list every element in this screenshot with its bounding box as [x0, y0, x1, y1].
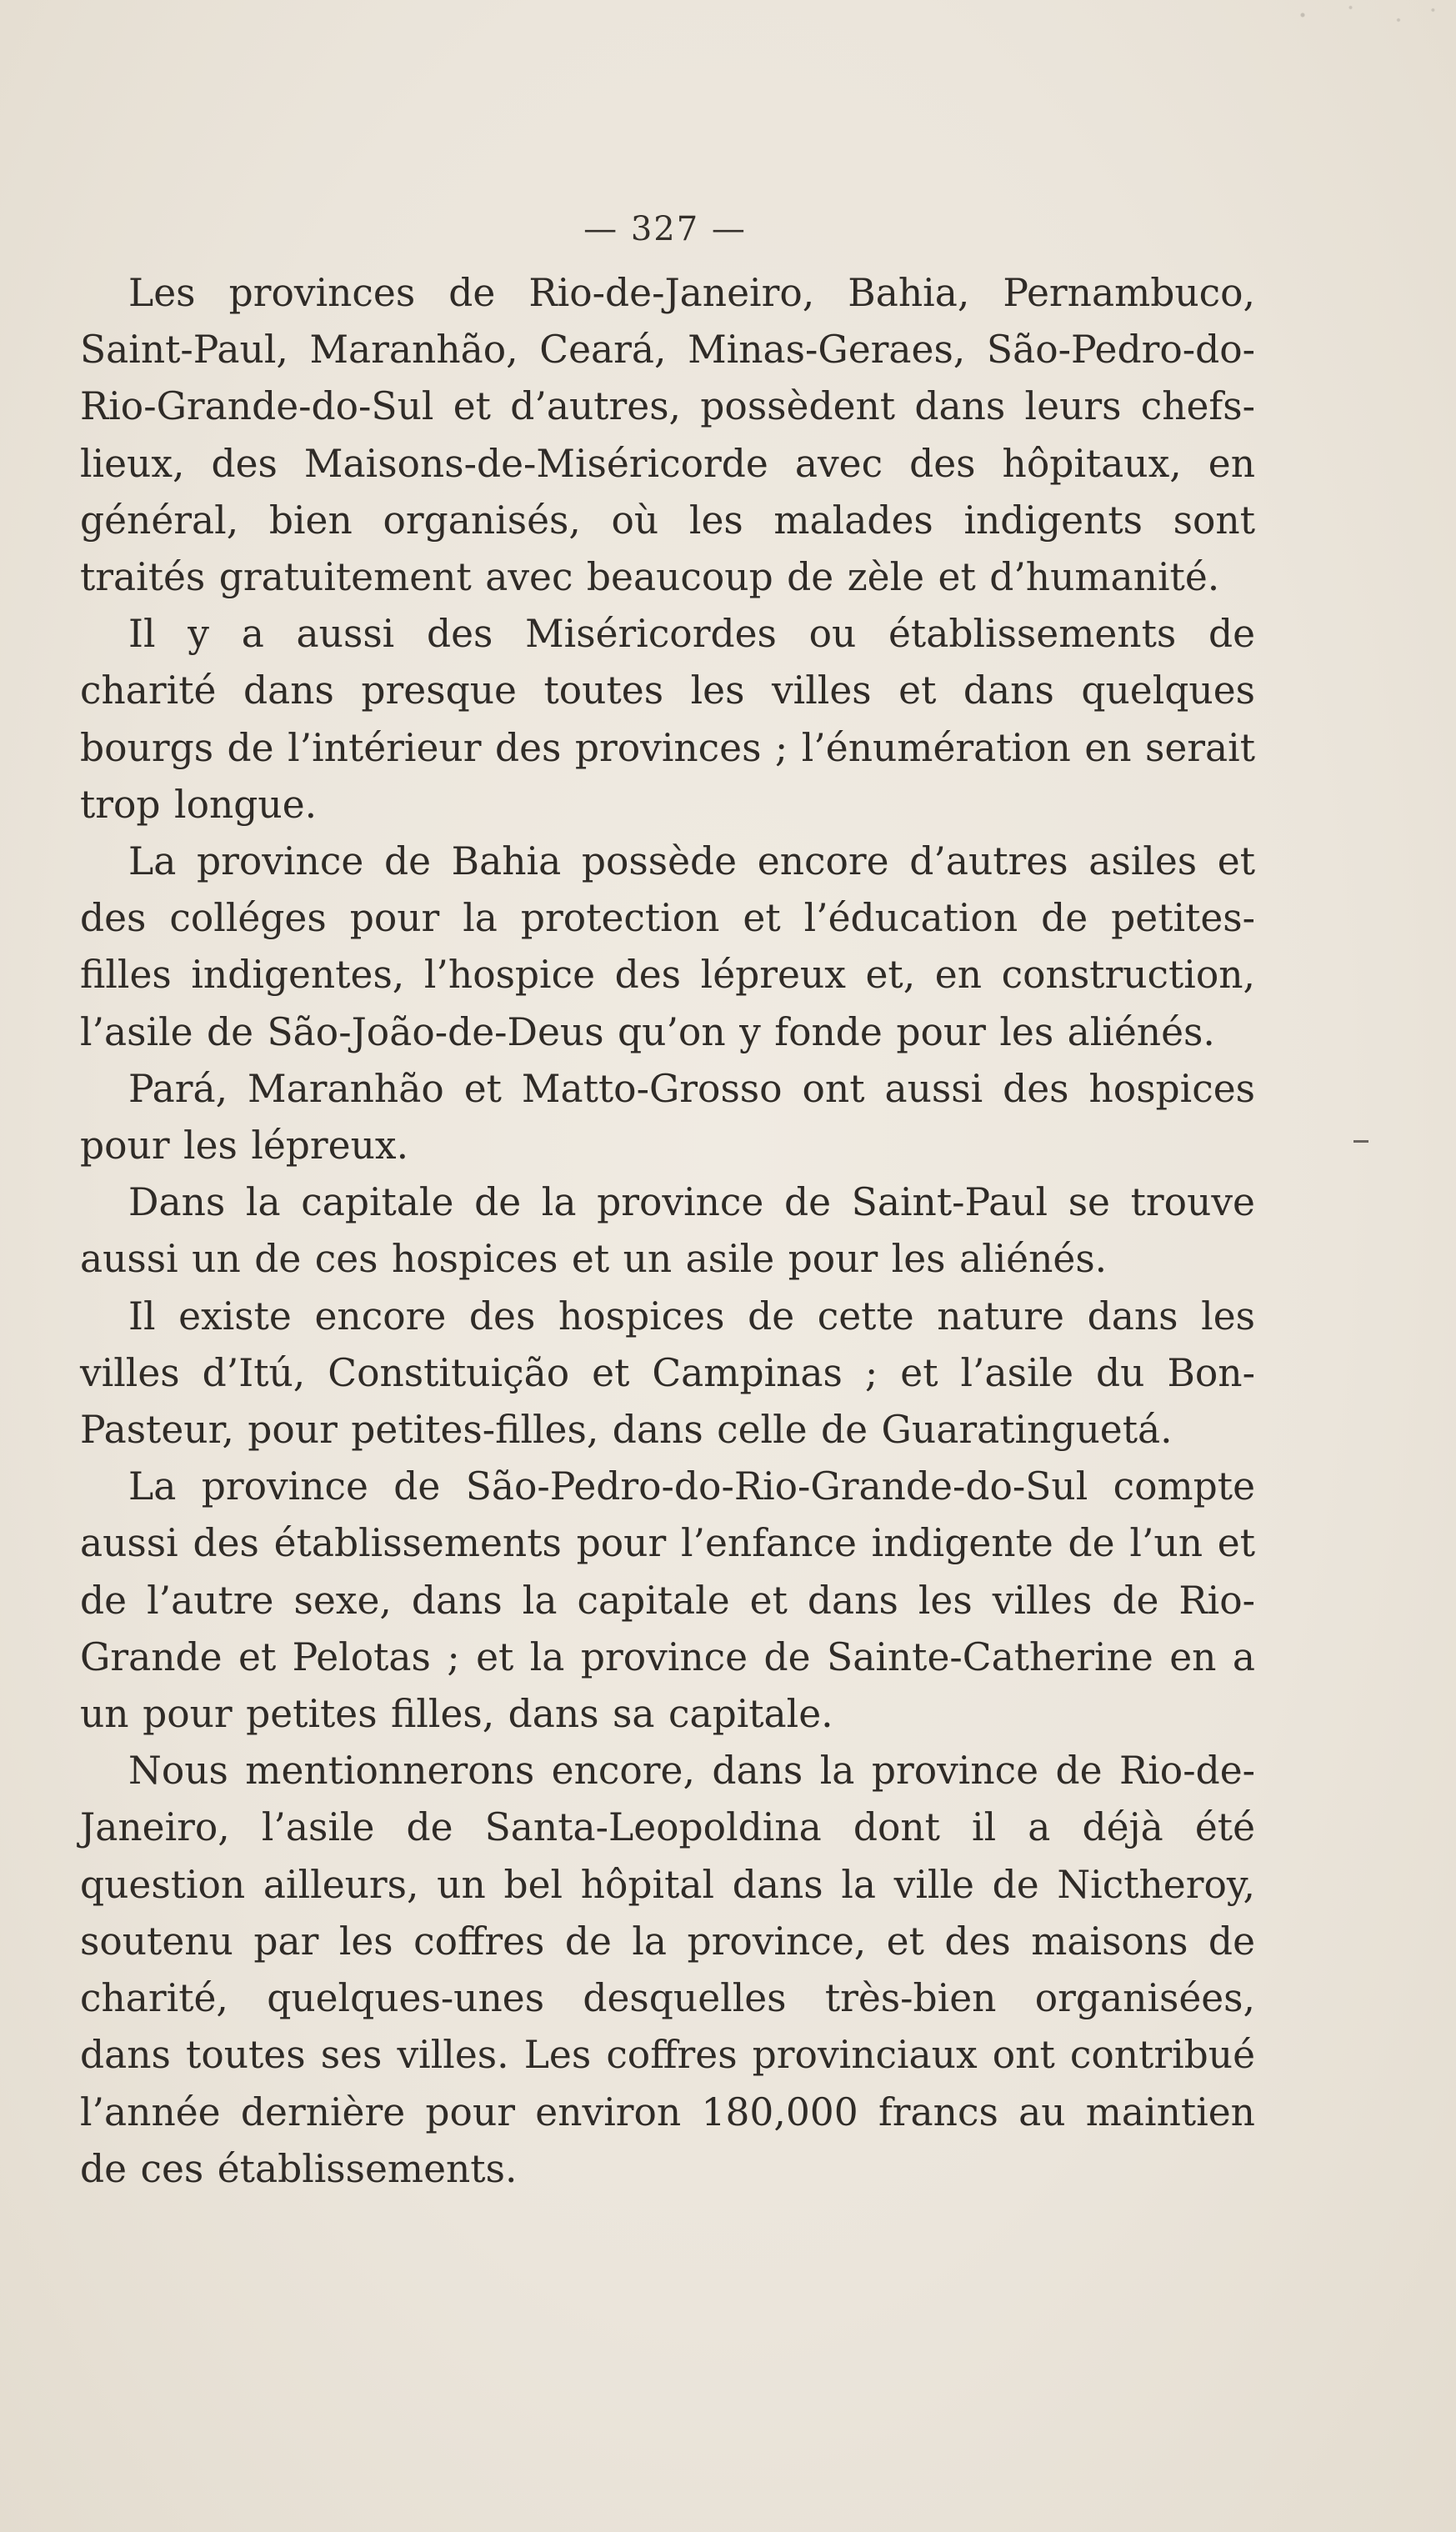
paper-speckle [1264, 0, 1456, 50]
paragraph-2: Il y a aussi des Miséricordes ou établissements de charité dans presque toutes les villes et dans quelques bourgs de l’intérieur des provinces ; l’énumération en serait trop longue. [80, 612, 1255, 827]
paragraph-4: Pará, Maranhão et Matto-Grosso ont aussi des hospices pour les lépreux. [80, 1066, 1255, 1168]
paragraph-8: Nous mentionnerons encore, dans la province de Rio-de-Janeiro, l’asile de Santa-Leopoldina dont il a déjà été question ailleurs, un bel hôpital dans la ville de Nictheroy, soutenu par les coffres de la province, et des maisons de charité, quelques-unes desquelles très-bien organisées, dans toutes ses villes. Les coffres provinciaux ont contribué l’année dernière pour environ 180,000 francs au maintien de ces établissements. [80, 1749, 1255, 2191]
margin-mark [1353, 1140, 1368, 1143]
paragraph-6: Il existe encore des hospices de cette nature dans les villes d’Itú, Constituição et Campinas ; et l’asile du Bon-Pasteur, pour petites-filles, dans celle de Guaratinguetá. [80, 1294, 1255, 1453]
body-text [80, 265, 1255, 2198]
paragraph-1: Les provinces de Rio-de-Janeiro, Bahia, Pernambuco, Saint-Paul, Maranhão, Ceará, Minas-Geraes, São-Pedro-do-Rio-Grande-do-Sul et d’autres, possèdent dans leurs chefs-lieux, des Maisons-de-Miséricorde avec des hôpitaux, en général, bien organisés, où les malades indigents sont traités gratuitement avec beaucoup de zèle et d’humanité. [80, 271, 1255, 600]
paragraph-7: La province de São-Pedro-do-Rio-Grande-do-Sul compte aussi des établissements pour l’enfance indigente de l’un et de l’autre sexe, dans la capitale et dans les villes de Rio-Grande et Pelotas ; et la province de Sainte-Catherine en a un pour petites filles, dans sa capitale. [80, 1464, 1255, 1737]
paragraph-3: La province de Bahia possède encore d’autres asiles et des colléges pour la protection et l’éducation de petites-filles indigentes, l’hospice des lépreux et, en construction, l’asile de São-João-de-Deus qu’on y fonde pour les aliénés. [80, 839, 1255, 1054]
paragraph-5: Dans la capitale de la province de Saint-Paul se trouve aussi un de ces hospices et un asile pour les aliénés. [80, 1180, 1255, 1282]
page-number: — 327 — [583, 210, 747, 248]
